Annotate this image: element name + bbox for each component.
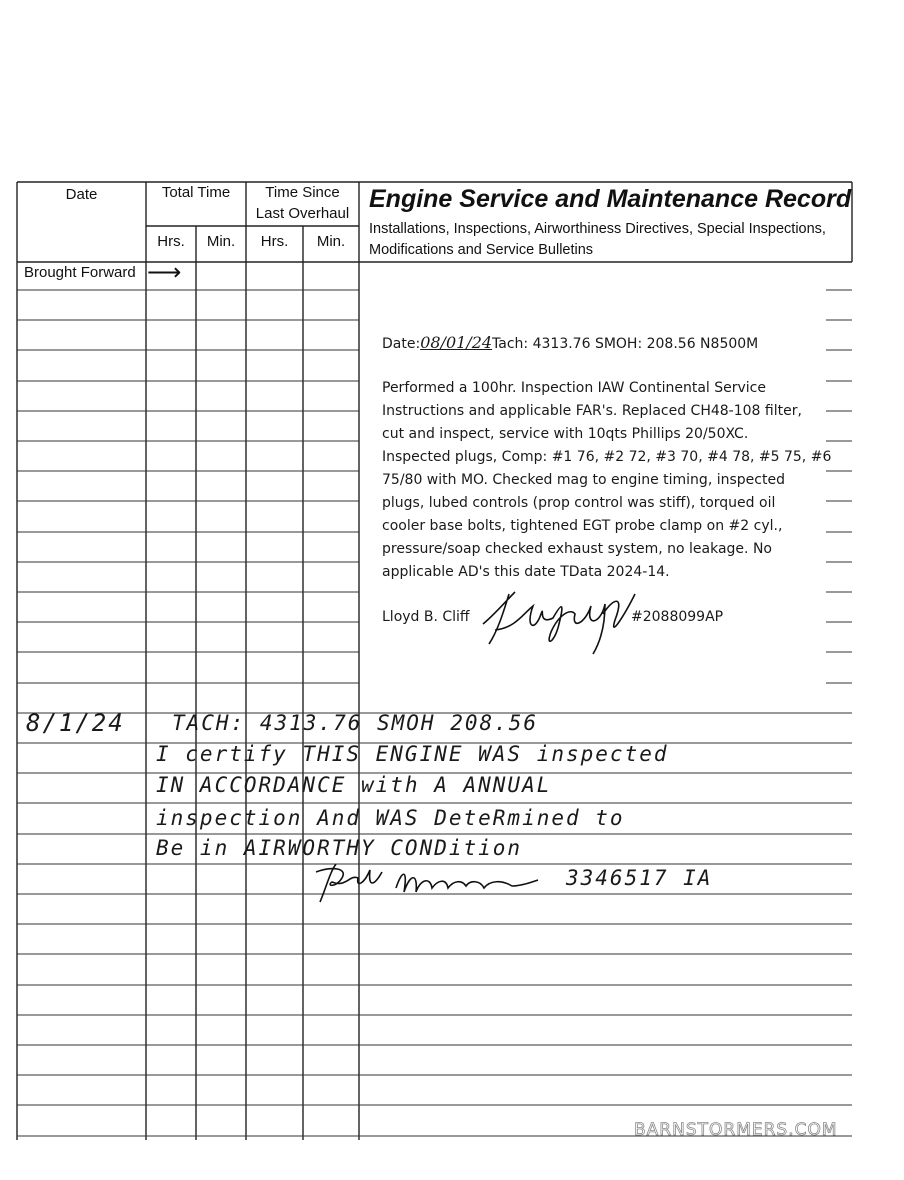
handwritten-line: IN ACCORDANCE with A ANNUAL: [156, 773, 552, 797]
time-since-header-line1: Time Since: [265, 184, 340, 201]
sticker-header: [382, 331, 758, 356]
sticker-line: plugs, lubed controls (prop control was stiff), torqued oil: [382, 495, 776, 511]
record-subtitle-line1: Installations, Inspections, Airworthiness Directives, Special Inspections,: [369, 221, 826, 237]
sticker-date-handwritten: 08/01/24: [420, 333, 493, 352]
maintenance-sticker: [363, 288, 832, 683]
overhaul-min-header: Min.: [316, 233, 346, 250]
brought-forward-label: Brought Forward: [24, 264, 136, 281]
handwritten-line: I certify THIS ENGINE WAS inspected: [156, 742, 669, 766]
sticker-line: Inspected plugs, Comp: #1 76, #2 72, #3 70, #4 78, #5 75, #6: [382, 449, 832, 465]
watermark: BARNSTORMERS.COM: [634, 1120, 838, 1140]
sticker-tach-smoh-reg: Tach: 4313.76 SMOH: 208.56 N8500M: [492, 336, 759, 352]
total-hrs-header: Hrs.: [157, 233, 185, 250]
record-title: Engine Service and Maintenance Record: [369, 185, 852, 213]
brought-forward-arrow-icon: ⟶: [147, 259, 182, 286]
inspector-signature: [312, 858, 552, 908]
sticker-line: cooler base bolts, tightened EGT probe clamp on #2 cyl.,: [382, 518, 783, 534]
sticker-line: pressure/soap checked exhaust system, no leakage. No: [382, 541, 772, 557]
overhaul-hrs-header: Hrs.: [260, 233, 289, 250]
handwritten-line: inspection And WAS DeteRmined to: [156, 806, 625, 830]
sticker-line: Instructions and applicable FAR's. Replaced CH48-108 filter,: [382, 403, 802, 419]
inspector-certificate: 3346517 IA: [566, 866, 713, 890]
mechanic-signature: [475, 584, 645, 660]
handwritten-date: 8/1/24: [26, 709, 125, 737]
date-column-header: Date: [65, 186, 98, 203]
handwritten-line: Be in AIRWORTHY CONDition: [156, 836, 523, 860]
total-min-header: Min.: [206, 233, 236, 250]
mechanic-certificate: #2088099AP: [631, 609, 724, 625]
sticker-line: cut and inspect, service with 10qts Phillips 20/50XC.: [382, 426, 749, 442]
total-time-header: Total Time: [161, 184, 231, 201]
handwritten-line: TACH: 4313.76 SMOH 208.56: [172, 711, 539, 735]
record-subtitle-line2: Modifications and Service Bulletins: [369, 242, 594, 258]
sticker-line: applicable AD's this date TData 2024-14.: [382, 564, 670, 580]
sticker-line: Performed a 100hr. Inspection IAW Continental Service: [382, 380, 766, 396]
time-since-header-line2: Last Overhaul: [255, 205, 350, 222]
sticker-mechanic-name: Lloyd B. Cliff: [382, 609, 470, 625]
sticker-date-label: Date:: [382, 336, 421, 352]
sticker-line: 75/80 with MO. Checked mag to engine timing, inspected: [382, 472, 785, 488]
